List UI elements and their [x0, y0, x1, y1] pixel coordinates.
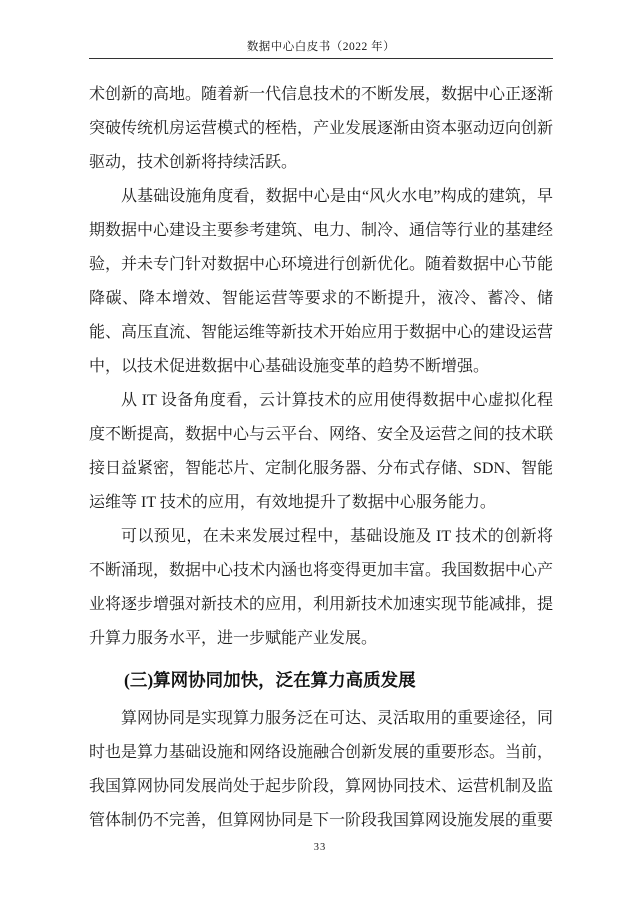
header-title: 数据中心白皮书（2022 年） — [89, 0, 553, 59]
body-paragraph: 可以预见，在未来发展过程中，基础设施及 IT 技术的创新将不断涌现，数据中心技术内涵也将变得更加丰富。我国数据中心产业将逐步增强对新技术的应用，利用新技术加速实现节能减排，提升算力服务水平，进一步赋能产业发展。 — [89, 528, 554, 647]
page-header — [89, 0, 553, 59]
section-heading: (三)算网协同加快，泛在算力高质发展 — [124, 670, 416, 690]
body-paragraph: 算网协同是实现算力服务泛在可达、灵活取用的重要途径，同时也是算力基础设施和网络设施融合创新发展的重要形态。当前，我国算网协同发展尚处于起步阶段，算网协同技术、运营机制及监管体制仍不完善，但算网协同是下一阶段我国算网设施发展的重要 — [89, 710, 554, 829]
page-body — [89, 78, 553, 838]
page-number: 33 — [313, 842, 327, 853]
body-paragraph: 从 IT 设备角度看，云计算技术的应用使得数据中心虚拟化程度不断提高，数据中心与云平台、网络、安全及运营之间的技术联接日益紧密，智能芯片、定制化服务器、分布式存储、SDN、智能运维等 IT 技术的应用，有效地提升了数据中心服务能力。 — [89, 392, 554, 511]
page-footer — [0, 837, 640, 855]
body-paragraph: 从基础设施角度看，数据中心是由“风火水电”构成的建筑，早期数据中心建设主要参考建筑、电力、制冷、通信等行业的基建经验，并未专门针对数据中心环境进行创新优化。随着数据中心节能降碳、降本增效、智能运营等要求的不断提升，液冷、蓄冷、储能、高压直流、智能运维等新技术开始应用于数据中心的建设运营中，以技术促进数据中心基础设施变革的趋势不断增强。 — [89, 188, 554, 375]
body-paragraph-continuation: 术创新的高地。随着新一代信息技术的不断发展，数据中心正逐渐突破传统机房运营模式的桎梏，产业发展逐渐由资本驱动迈向创新驱动，技术创新将持续活跃。 — [89, 86, 554, 171]
